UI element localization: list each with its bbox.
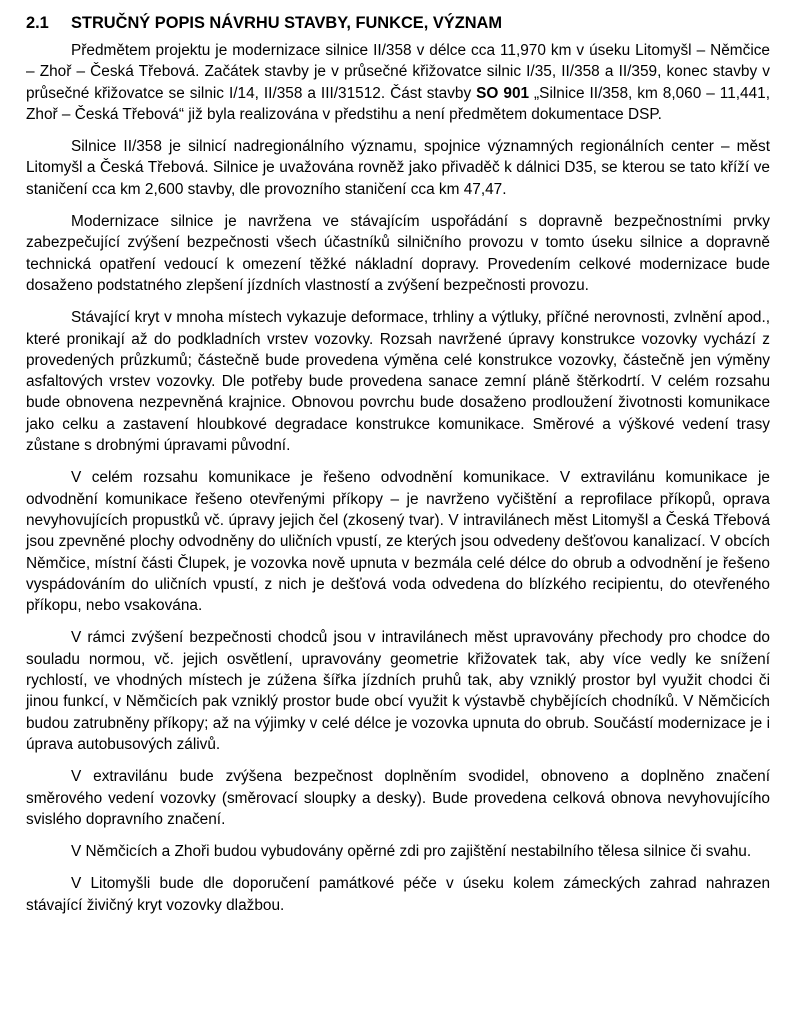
paragraph-text: Předmětem projektu je modernizace silnice II/358 v délce cca 11,970 km v úseku Litomyšl – Němčice – Zhoř – Česká Třebová. Začátek stavby je v průsečné křižovatce silnic I/35, II/358 a II/359, konec stavby v průsečné křižovatce se silnic I/14, II/358 a III/31512. Část stavby bbox=[26, 42, 770, 102]
paragraph-road-significance: Silnice II/358 je silnicí nadregionálního významu, spojnice významných regionálních center – měst Litomyšl a Česká Třebová. Silnice je uvažována rovněž jako přivaděč k dálnici D35, se kterou se tato kříží ve staničení cca km 2,600 stavby, dle provozního staničení cca km 47,47. bbox=[26, 138, 770, 198]
paragraph-extravilan-safety: V extravilánu bude zvýšena bezpečnost doplněním svodidel, obnoveno a doplněno značení směrového vedení vozovky (směrovací sloupky a desky). Bude provedena celková obnova nevyhovujícího svislého dopravního značení. bbox=[26, 768, 770, 828]
paragraph-paving: V Litomyšli bude dle doporučení památkové péče v úseku kolem zámeckých zahrad nahrazen stávající živičný kryt vozovky dlažbou. bbox=[26, 875, 770, 914]
bold-object-code: SO 901 bbox=[476, 84, 530, 102]
paragraph-retaining-walls: V Němčicích a Zhoři budou vybudovány opěrné zdi pro zajištění nestabilního tělesa silnice či svahu. bbox=[71, 843, 752, 861]
paragraph-modernization: Modernizace silnice je navržena ve stávajícím uspořádání s dopravně bezpečnostními prvky zabezpečující zvýšení bezpečnosti všech účastníků silničního provozu v tomto úseku silnice a dopravně technická opatření vedoucí k omezení těžké nákladní dopravy. Provedením celkové modernizace bude dosaženo podstatného zlepšení jízdních vlastností a zvýšení bezpečnosti provozu. bbox=[26, 213, 770, 294]
section-number: 2.1 bbox=[26, 14, 49, 32]
paragraph-text: „Silnice II/358, km 8,060 – 11,441, Zhoř – Česká Třebová“ již byla realizována v předstihu a není předmětem dokumentace DSP. bbox=[26, 84, 770, 123]
paragraph-pedestrian-safety: V rámci zvýšení bezpečnosti chodců jsou v intravilánech měst upravovány přechody pro chodce do souladu normou, vč. jejich osvětlení, upravovány geometrie křižovatek tak, aby více vedly ke snížení rychlostí, ve vhodných místech je zúžena šířka jízdních pruhů tak, aby vzniklý prostor byl využit chodci či jinou funkcí, v Němčicích pak vzniklý prostor bude obcí využit k výstavbě chybějících chodníků. V Němčicích budou zatrubněny příkopy; až na výjimky v celé délce je vozovka upnuta do obrub. Součástí modernizace je i úprava autobusových zálivů. bbox=[26, 629, 770, 753]
paragraph-drainage: V celém rozsahu komunikace je řešeno odvodnění komunikace. V extravilánu komunikace je odvodnění komunikace řešeno otevřenými příkopy – je navrženo vyčištění a reprofilace příkopů, oprava nevyhovujících propustků vč. úpravy jejich čel (zkosený tvar). V intravilánech měst Litomyšl a Česká Třebová jsou zpevněné plochy odvodněny do uličních vpustí, ze kterých jsou odvedeny dešťovou kanalizací. V obcích Němčice, místní části Člupek, je vozovka nově upnuta v bezmála celé délce do obrub a odvodnění je řešeno vyspádováním do uličních vpustí, z nich je dešťová voda odvedena do blízkého recipientu, do otevřeného příkopu, nebo vsakována. bbox=[26, 469, 770, 615]
section-heading bbox=[26, 12, 770, 34]
paragraph-project-scope bbox=[26, 40, 770, 125]
paragraph-pavement-condition: Stávající kryt v mnoha místech vykazuje deformace, trhliny a výtluky, příčné nerovnosti, zvlnění apod., které pronikají až do podkladních vrstev vozovky. Rozsah navržené úpravy konstrukce vozovky vychází z provedených průzkumů; částečně bude provedena výměna celé konstrukce vozovky, částečně jen výměny asfaltových vrstev vozovky. Dle potřeby bude provedena sanace zemní pláně štěrkodrtí. V celém rozsahu bude obnovena nezpevněná krajnice. Obnovou povrchu bude dosaženo prodloužení životnosti komunikace jako celku a zastavení hloubkové degradace konstrukce komunikace. Směrové a výškové vedení trasy zůstane s drobnými úpravami původní. bbox=[26, 309, 770, 455]
section-title: STRUČNÝ POPIS NÁVRHU STAVBY, FUNKCE, VÝZNAM bbox=[71, 14, 503, 32]
